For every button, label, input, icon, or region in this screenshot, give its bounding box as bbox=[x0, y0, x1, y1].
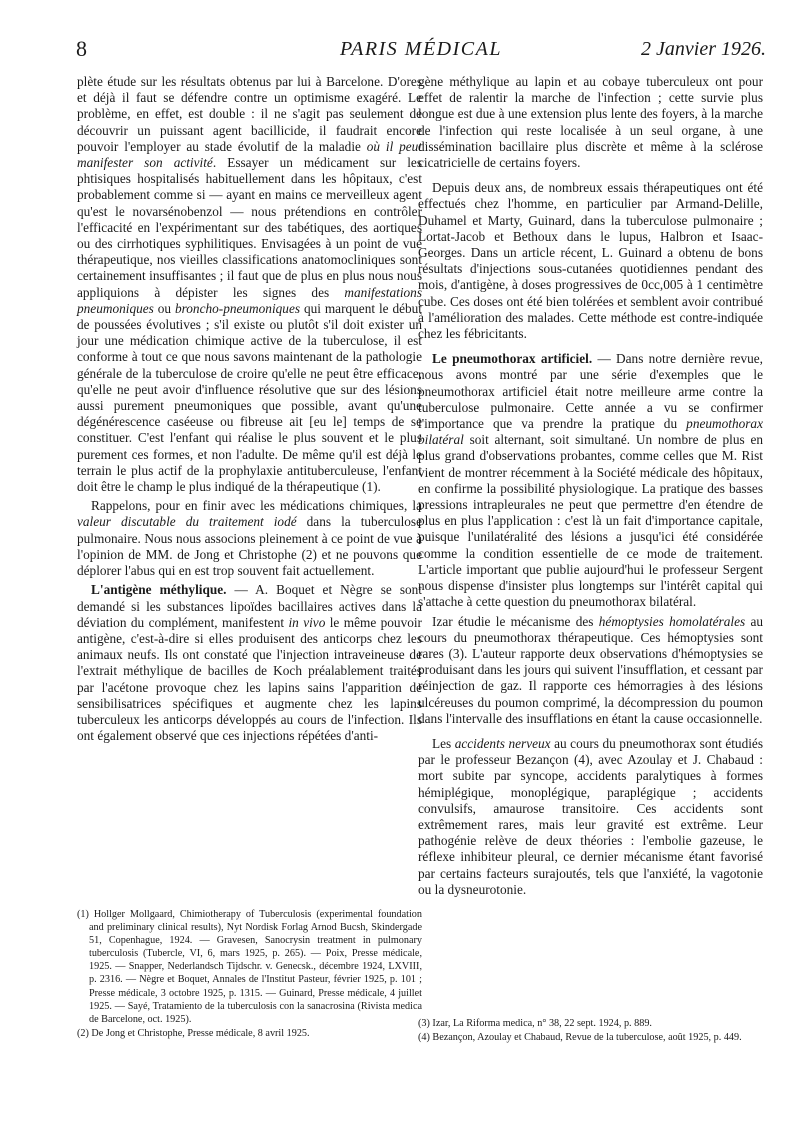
right-column bbox=[418, 74, 763, 898]
footnote: (2) De Jong et Christophe, Presse médicale, 8 avril 1925. bbox=[77, 1027, 310, 1039]
paragraph-pneumothorax: Le pneumothorax artificiel. — Dans notre dernière revue, nous avons montré par une série d'exemples que le pneumothorax artificiel était notre meilleure arme contre la tuberculose pulmonaire. Cette année a vu se confirmer l'importance que va prendre la pratique du pneumothorax bilatéral soit alternant, soit simultané. Un nombre de plus en plus grand d'observations probantes, comme celles que M. Rist vient de montrer récemment à la Société médicale des hôpitaux, en confirme la possibilité physiologique. La pratique des basses pressions intrapleurales ne peut que permettre d'en étendre de plus en plus l'application : c'est là un fait d'importance capitale, puisque l'unilatéralité des lésions a jusqu'ici été considérée comme la condition essentielle de ce mode de traitement. L'article important que publie aujourd'hui le professeur Sergent nous dispense d'insister plus longtemps sur l'intérêt capital qui s'attache à cette question du pneumothorax bilatéral. bbox=[418, 351, 763, 610]
section-heading: L'antigène méthylique. bbox=[91, 582, 227, 598]
page-header bbox=[76, 36, 766, 64]
paragraph: Depuis deux ans, de nombreux essais thérapeutiques ont été effectués chez l'homme, en particulier par Armand-Delille, Duhamel et Marty, Guinard, dans la tuberculose pulmonaire ; Lortat-Jacob et Bethoux dans le lupus, Halbron et Isaac-Georges. Dans un article récent, L. Guinard a obtenu de bons résultats d'injections sous-cutanées quotidiennes pendant des mois, d'antigène, à doses progressives de 0cc,005 à 1 centimètre cube. Ces doses ont été bien tolérées et semblent avoir contribué à l'amélioration des malades. Cette méthode est contre-indiquée chez les fébricitants. bbox=[418, 180, 763, 342]
left-column bbox=[77, 74, 422, 744]
paragraph-antigene-methylique: L'antigène méthylique. — A. Boquet et Nègre se sont demandé si les substances lipoïdes bacillaires actives dans la déviation du complément, manifestent in vivo le même pouvoir antigène, c'est-à-dire si elles produisent des anticorps chez les animaux neufs. Ils ont constaté que l'injection intraveineuse de l'extrait méthylique de bacilles de Koch préalablement traités par l'acétone provoque chez les lapins sains l'apparition de sensibilisatrices spécifiques et augmente chez les lapins tuberculeux les anticorps développés au cours de l'infection. Ils ont également observé que ces injections répétées d'anti- bbox=[77, 582, 422, 744]
paragraph: Les accidents nerveux au cours du pneumothorax sont étudiés par le professeur Bezançon (4), avec Azoulay et J. Chabaud : mort subite par syncope, accidents paralytiques à formes hémiplégique, monoplégique, paraplégique ; accidents convulsifs, amaurose transitoire. Ces accidents sont extrêmement rares, mais leur gravité est extrême. Leur pathogénie relève de deux théories : l'embolie gazeuse, le réflexe inhibiteur pleural, ce dernier mécanisme étant favorisé par certains facteurs surajoutés, tels que l'anxiété, la vagotonie ou la dysneurotonie. bbox=[418, 735, 764, 897]
paragraph: gène méthylique au lapin et au cobaye tuberculeux ont pour effet de ralentir la marche de l'infection ; cette survie plus longue est due à une extension plus lente des foyers, à la marche de l'infection qui reste localisée à un seul organe, à une dissémination bacillaire plus discrète et même à la sclérose cicatricielle de certains foyers. bbox=[418, 74, 763, 171]
journal-title: PARIS MÉDICAL bbox=[340, 38, 502, 60]
paragraph: Rappelons, pour en finir avec les médications chimiques, la valeur discutable du traitement iodé dans la tuberculose pulmonaire. Nous nous associons pleinement à ce point de vue à l'opinion de MM. de Jong et Christophe (2) et ne pouvons que déplorer l'abus qui en est trop souvent fait actuellement. bbox=[77, 498, 422, 579]
footnotes-right bbox=[418, 1017, 763, 1045]
footnote: (1) Hollger Mollgaard, Chimiotherapy of Tuberculosis (experimental foundation and preliminary clinical results), Nyt Nordisk Forlag Arnod Bucsh, Skindergade 51, Copenhague, 1924. — Gravesen, Sanocrysin treatment in pulmonary tuberculosis (Tubercle, VI, 6, mars 1925, p. 265). — Poix, Presse médicale, 1925. — Snapper, Nederlandsch Tijdschr. v. Genecsk., décembre 1924, LXVIII, p. 2316. — Nègre et Boquet, Annales de l'Institut Pasteur, février 1925, p. 101 ; Presse médicale, 3 octobre 1925, p. 1315. — Guinard, Presse médicale, 4 juillet 1925. — Sayé, Tratamiento de la tuberculosis con la sanacrosina (Rivista medica de Barcelone, oct. 1925). bbox=[77, 909, 422, 1025]
footnote: (4) Bezançon, Azoulay et Chabaud, Revue de la tuberculose, août 1925, p. 449. bbox=[418, 1032, 742, 1044]
issue-date: 2 Janvier 1926. bbox=[641, 38, 766, 60]
section-heading: Le pneumothorax artificiel. bbox=[432, 351, 593, 367]
footnote: (3) Izar, La Riforma medica, n° 38, 22 sept. 1924, p. 889. bbox=[418, 1018, 652, 1029]
paragraph: Izar étudie le mécanisme des hémoptysies homolatérales au cours du pneumothorax thérapeutique. Ces hémoptysies sont rares (3). L'auteur rapporte deux observations d'hémoptysies se produisant dans les jours qui suivent l'insufflation, et cessant par réinjection de gaz. Il rapporte ces hémorragies à des lésions ulcéreuses du poumon comprimé, la décompression du poumon dans l'intervalle des insufflations en étant la cause occasionnelle. bbox=[418, 613, 764, 726]
paragraph: plète étude sur les résultats obtenus par lui à Barcelone. D'ores et déjà il faut se défendre contre un optimisme exagéré. Le problème, en effet, est double : il ne s'agit pas seulement de découvrir un puissant agent bacillicide, il faudrait encore pouvoir l'employer au stade évolutif de la maladie où il peut manifester son activité. Essayer un médicament sur les phtisiques hospitalisés habituellement dans les hôpitaux, c'est probablement comme si — ayant en mains ce merveilleux agent qu'est le novarsénobenzol — nous prétendions en contrôler l'efficacité en l'expérimentant sur des tabétiques, des aortiques ou des cirrhotiques syphilitiques. Envisagées à un point de vue thérapeutique, nos vieilles classifications anatomocliniques sont certainement insuffisantes ; il faut que de plus en plus nous nous appliquions à dépister les signes des manifestations pneumoniques ou broncho-pneumoniques qui marquent le début de poussées évolutives ; s'il existe ou plutôt s'il doit exister un jour une médication chimique active de la tuberculose, il est conforme à tout ce que nous savons maintenant de la pathologie générale de la tuberculose de croire qu'elle ne peut être efficace, qu'elle ne peut avoir d'influence résolutive que sur des lésions aussi purement pneumoniques que possible, avant qu'une dégénérescence caséeuse ou fibreuse ait [eu le] temps de se constituer. C'est l'enfant qui réalise le plus souvent et le plus purement ces formes, et non l'adulte. De même qu'il est déjà le terrain le plus actif de la prophylaxie antituberculeuse, l'enfant doit être le champ le plus indiqué de la thérapeutique (1). bbox=[77, 74, 423, 495]
footnotes-left bbox=[77, 908, 422, 1041]
page-number: 8 bbox=[76, 36, 87, 61]
